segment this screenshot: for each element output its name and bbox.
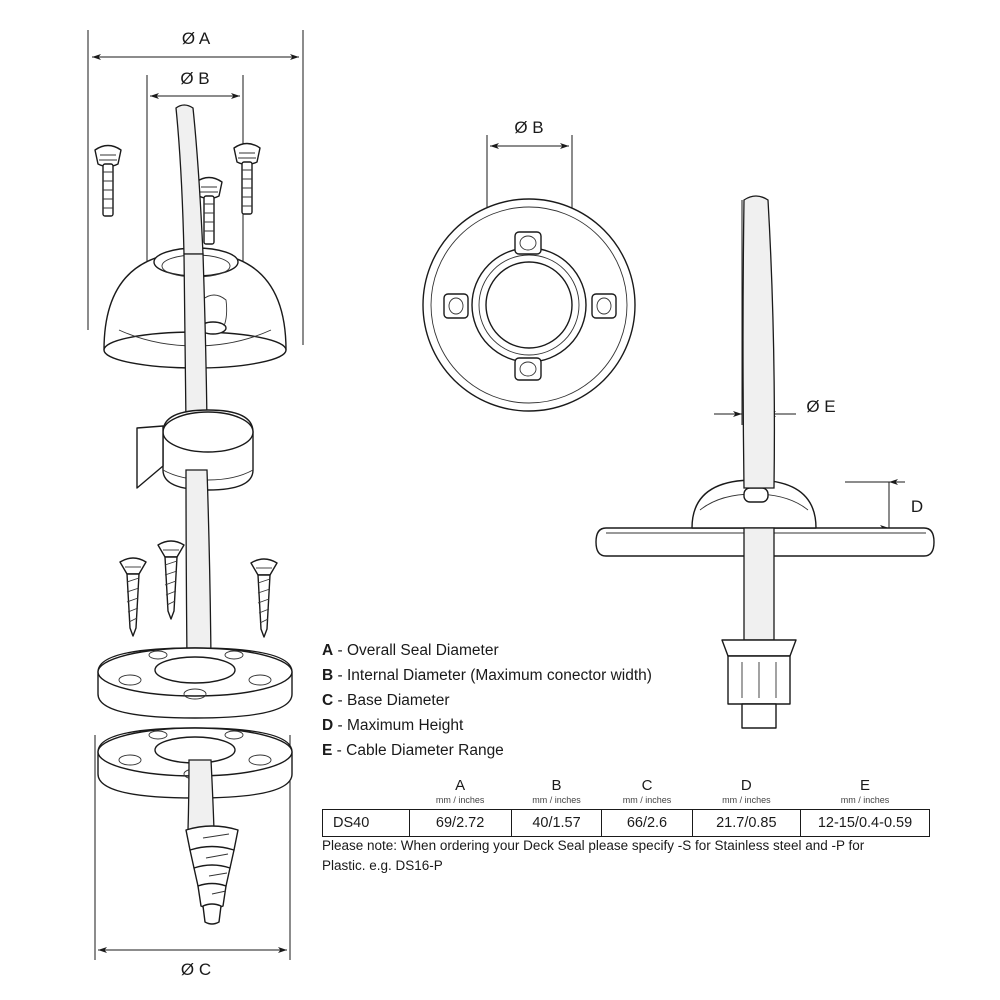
legend-text-d: Maximum Height bbox=[347, 717, 464, 734]
spec-cell-a: 69/2.72 bbox=[409, 810, 511, 837]
spec-header-letters bbox=[323, 776, 930, 794]
table-row bbox=[323, 810, 930, 837]
legend-sep-e: - bbox=[336, 742, 342, 759]
legend-key-d: D bbox=[322, 717, 334, 734]
legend-sep-b: - bbox=[337, 667, 343, 684]
spec-header-model bbox=[323, 776, 410, 794]
cable-upper bbox=[176, 105, 203, 254]
label-diameter-c: Ø C bbox=[180, 960, 212, 979]
spec-cell-c: 66/2.6 bbox=[602, 810, 692, 837]
legend-key-b: B bbox=[322, 667, 334, 684]
legend-text-e: Cable Diameter Range bbox=[346, 742, 504, 759]
machine-screw-left bbox=[95, 146, 121, 217]
wood-screw-right bbox=[251, 559, 277, 637]
label-diameter-a: Ø A bbox=[181, 29, 211, 48]
spec-cell-e: 12-15/0.4-0.59 bbox=[801, 810, 930, 837]
legend-item-a bbox=[322, 638, 742, 663]
ordering-note-line1: Please note: When ordering your Deck Seal please specify -S for Stainless steel and -P for bbox=[322, 838, 865, 853]
label-diameter-e: Ø E bbox=[806, 397, 836, 416]
specification-table bbox=[322, 776, 930, 837]
legend-item-b bbox=[322, 663, 742, 688]
spec-cell-d: 21.7/0.85 bbox=[692, 810, 800, 837]
wood-screw-middle bbox=[158, 541, 184, 619]
legend bbox=[322, 638, 742, 763]
legend-item-c bbox=[322, 688, 742, 713]
spec-header-units bbox=[323, 794, 930, 810]
spec-unit-e: mm / inches bbox=[840, 795, 890, 805]
legend-key-e: E bbox=[322, 742, 333, 759]
spec-unit-c: mm / inches bbox=[622, 795, 672, 805]
legend-text-b: Internal Diameter (Maximum conector width) bbox=[347, 667, 652, 684]
spec-unit-a: mm / inches bbox=[435, 795, 485, 805]
ordering-note-line2: Plastic. e.g. DS16-P bbox=[322, 858, 443, 873]
legend-key-c: C bbox=[322, 692, 334, 709]
machine-screw-right bbox=[234, 144, 260, 215]
dimension-max-height-d bbox=[845, 482, 905, 528]
legend-sep-c: - bbox=[337, 692, 343, 709]
spec-header-c: C bbox=[641, 776, 653, 794]
legend-item-e bbox=[322, 738, 742, 763]
label-plan-diameter-b: Ø B bbox=[514, 118, 544, 137]
flange-upper bbox=[98, 648, 292, 718]
label-diameter-b: Ø B bbox=[180, 69, 210, 88]
legend-key-a: A bbox=[322, 642, 334, 659]
spec-unit-b: mm / inches bbox=[532, 795, 581, 805]
ordering-note bbox=[322, 836, 942, 876]
wood-screw-left bbox=[120, 558, 146, 636]
spec-header-a: A bbox=[455, 776, 466, 794]
spec-header-d: D bbox=[740, 776, 752, 794]
plan-view-deck-seal bbox=[423, 199, 635, 411]
cable-lower bbox=[186, 470, 211, 660]
cable-bottom bbox=[188, 760, 214, 830]
section-cable-top bbox=[743, 196, 774, 488]
cable-mid bbox=[184, 254, 207, 424]
spec-cell-model: DS40 bbox=[323, 810, 410, 837]
legend-text-a: Overall Seal Diameter bbox=[347, 642, 499, 659]
legend-item-d bbox=[322, 713, 742, 738]
spec-header-e: E bbox=[860, 776, 871, 794]
spec-cell-b: 40/1.57 bbox=[511, 810, 602, 837]
legend-sep-d: - bbox=[337, 717, 343, 734]
spec-header-b: B bbox=[551, 776, 562, 794]
cable-connector bbox=[186, 826, 238, 924]
legend-text-c: Base Diameter bbox=[347, 692, 450, 709]
section-cable-bottom bbox=[744, 528, 774, 640]
spec-unit-d: mm / inches bbox=[722, 795, 771, 805]
spec-unit-model bbox=[323, 794, 410, 810]
legend-sep-a: - bbox=[337, 642, 343, 659]
label-height-d: D bbox=[910, 497, 924, 516]
